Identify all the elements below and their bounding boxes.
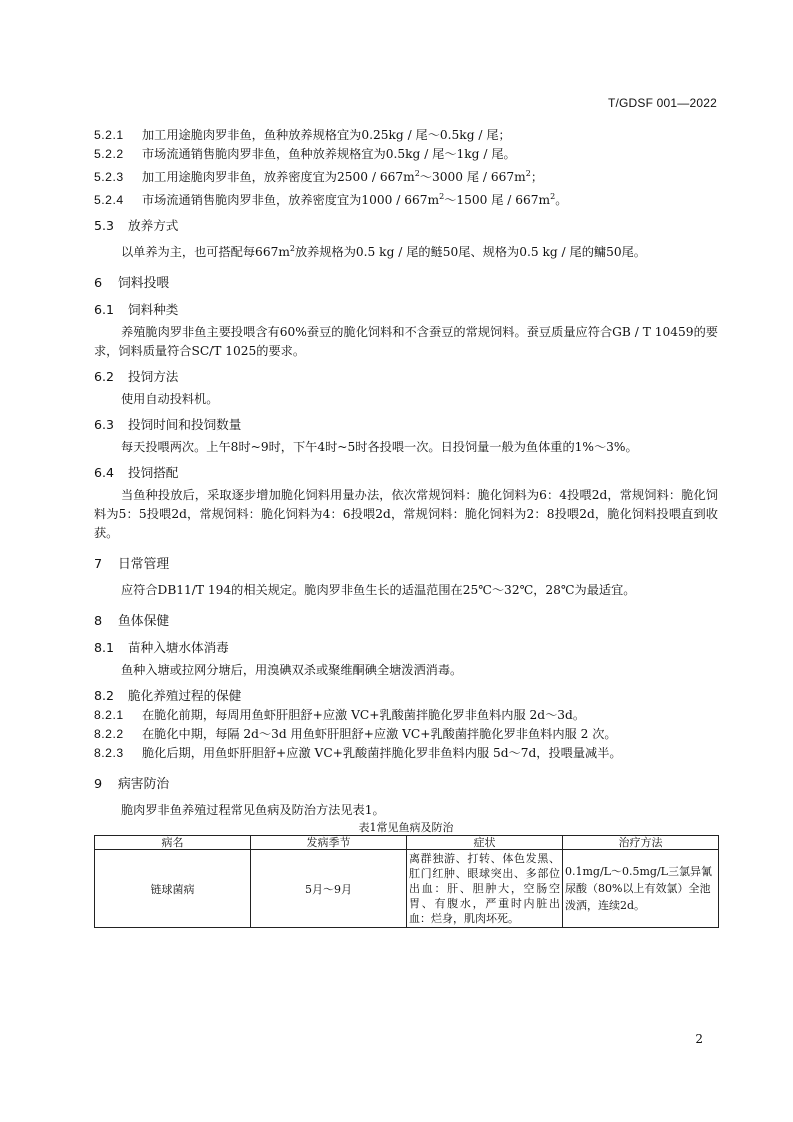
table-header-cell: 症状 xyxy=(407,836,563,850)
heading-number: 7 xyxy=(94,557,103,573)
paragraph-6-4: 当鱼种投放后，采取逐步增加脆化饲料用量办法，依次常规饲料：脆化饲料为6：4投喂2d，常规饲料：脆化饲料为5：5投喂2d，常规饲料：脆化饲料为4：6投喂2d，常规饲料：脆化饲料为2：8投喂2d，脆化饲料投喂直到收获。 xyxy=(94,488,718,541)
heading-number: 9 xyxy=(94,777,103,793)
table-header-cell: 病名 xyxy=(95,836,251,850)
heading-number: 8.1 xyxy=(94,640,115,656)
clause-number: 5.2.1 xyxy=(94,128,124,142)
clause-text: 在脆化前期，每周用鱼虾肝胆舒+应激 VC+乳酸菌拌脆化罗非鱼料内服 2d～3d。 xyxy=(142,708,586,723)
clause-number: 8.2.3 xyxy=(94,746,124,761)
heading-9 xyxy=(94,775,718,795)
document-code: T/GDSF 001—2022 xyxy=(607,96,717,110)
heading-number: 6.2 xyxy=(94,369,115,385)
document-body xyxy=(94,126,718,928)
table-row xyxy=(95,850,719,928)
heading-title: 病害防治 xyxy=(118,777,170,793)
heading-title: 脆化养殖过程的保健 xyxy=(128,688,242,704)
heading-8-1 xyxy=(94,638,718,658)
paragraph-6-3: 每天投喂两次。上午8时~9时，下午4时~5时各投喂一次。日投饲量一般为鱼体重的1%～3%。 xyxy=(121,440,638,455)
clause-number: 5.2.2 xyxy=(94,147,124,161)
clause-5-2-2 xyxy=(94,145,718,164)
clause-text: 加工用途脆肉罗非鱼，鱼种放养规格宜为0.25kg / 尾～0.5kg / 尾； xyxy=(142,128,511,142)
heading-7 xyxy=(94,555,718,575)
heading-number: 6.4 xyxy=(94,465,115,481)
paragraph-text: 放养规格为0.5 kg / 尾的鲢50尾、规格为0.5 kg / 尾的鳙50尾。 xyxy=(294,245,646,260)
clause-text: ； xyxy=(530,170,544,185)
heading-title: 饲料种类 xyxy=(128,302,179,318)
heading-6-4 xyxy=(94,463,718,483)
heading-8 xyxy=(94,612,718,632)
page-number: 2 xyxy=(695,1032,703,1046)
superscript: 2 xyxy=(439,192,445,202)
heading-8-2 xyxy=(94,686,718,706)
clause-text: ～1500 尾 / 667m xyxy=(444,193,551,208)
heading-number: 8.2 xyxy=(94,688,115,704)
table-cell-symptoms: 离群独游、打转、体色发黑、肛门红肿、眼球突出、多部位出血：肝、胆肿大，空肠空胃、有腹水，严重时内脏出血：烂身，肌肉坏死。 xyxy=(407,850,563,928)
heading-5-3 xyxy=(94,216,718,236)
clause-number: 5.2.4 xyxy=(94,193,124,208)
heading-title: 饲料投喂 xyxy=(118,276,170,292)
superscript: 2 xyxy=(550,192,556,202)
heading-title: 投饲方法 xyxy=(128,369,179,385)
paragraph-8-1: 鱼种入塘或拉网分塘后，用溴碘双杀或聚维酮碘全塘泼洒消毒。 xyxy=(121,663,463,678)
heading-title: 日常管理 xyxy=(118,557,170,573)
paragraph-9: 脆肉罗非鱼养殖过程常见鱼病及防治方法见表1。 xyxy=(121,803,385,818)
superscript: 2 xyxy=(289,244,295,254)
table-cell-treatment: 0.1mg/L～0.5mg/L三氯异氰尿酸（80%以上有效氯）全池泼洒，连续2d。 xyxy=(563,850,719,928)
table-header-row xyxy=(95,836,719,850)
clause-8-2-1 xyxy=(94,706,718,725)
heading-6-3 xyxy=(94,415,718,435)
paragraph-text: 以单养为主，也可搭配每667m xyxy=(121,245,290,260)
paragraph-6-1: 养殖脆肉罗非鱼主要投喂含有60%蚕豆的脆化饲料和不含蚕豆的常规饲料。蚕豆质量应符合GB / T 10459的要求，饲料质量符合SC/T 1025的要求。 xyxy=(94,325,718,359)
clause-text: 市场流通销售脆肉罗非鱼，鱼种放养规格宜为0.5kg / 尾～1kg / 尾。 xyxy=(142,147,516,161)
clause-5-2-3 xyxy=(94,164,718,187)
clause-number: 5.2.3 xyxy=(94,170,124,185)
table-header-cell: 治疗方法 xyxy=(563,836,719,850)
paragraph-6-2: 使用自动投料机。 xyxy=(121,392,219,407)
clause-text: 市场流通销售脆肉罗非鱼，放养密度宜为1000 / 667m xyxy=(142,193,440,208)
clause-number: 8.2.2 xyxy=(94,727,124,742)
heading-title: 投饲搭配 xyxy=(128,465,179,481)
table-caption: 表1常见鱼病及防治 xyxy=(358,821,454,835)
clause-text: 。 xyxy=(555,193,568,208)
heading-6-1 xyxy=(94,300,718,320)
paragraph-7: 应符合DB11/T 194的相关规定。脆肉罗非鱼生长的适温范围在25℃～32℃，28℃为最适宜。 xyxy=(121,583,636,598)
clause-number: 8.2.1 xyxy=(94,708,124,723)
heading-title: 放养方式 xyxy=(128,218,179,234)
heading-6 xyxy=(94,274,718,294)
heading-title: 鱼体保健 xyxy=(118,614,170,630)
clause-text: 加工用途脆肉罗非鱼，放养密度宜为2500 / 667m xyxy=(142,170,415,185)
superscript: 2 xyxy=(525,169,531,178)
clause-text: ～3000 尾 / 667m xyxy=(419,170,526,185)
table-header-cell: 发病季节 xyxy=(251,836,407,850)
heading-title: 投饲时间和投饲数量 xyxy=(128,417,242,433)
heading-title: 苗种入塘水体消毒 xyxy=(128,640,229,656)
clause-text: 在脆化中期，每隔 2d～3d 用鱼虾肝胆舒+应激 VC+乳酸菌拌脆化罗非鱼料内服 2 次。 xyxy=(142,727,617,742)
heading-number: 5.3 xyxy=(94,218,115,234)
table-cell-season: 5月～9月 xyxy=(251,850,407,928)
heading-number: 6.3 xyxy=(94,417,115,433)
heading-number: 6.1 xyxy=(94,302,115,318)
clause-5-2-1 xyxy=(94,126,718,145)
superscript: 2 xyxy=(414,169,420,178)
clause-5-2-4 xyxy=(94,187,718,210)
table-cell-disease: 链球菌病 xyxy=(95,850,251,928)
clause-8-2-2 xyxy=(94,725,718,744)
heading-6-2 xyxy=(94,367,718,387)
heading-number: 8 xyxy=(94,614,103,630)
heading-number: 6 xyxy=(94,276,103,292)
disease-table xyxy=(94,835,719,928)
clause-text: 脆化后期，用鱼虾肝胆舒+应激 VC+乳酸菌拌脆化罗非鱼料内服 5d～7d，投喂量减半。 xyxy=(142,746,622,761)
paragraph-5-3 xyxy=(94,239,718,262)
clause-8-2-3 xyxy=(94,744,718,763)
